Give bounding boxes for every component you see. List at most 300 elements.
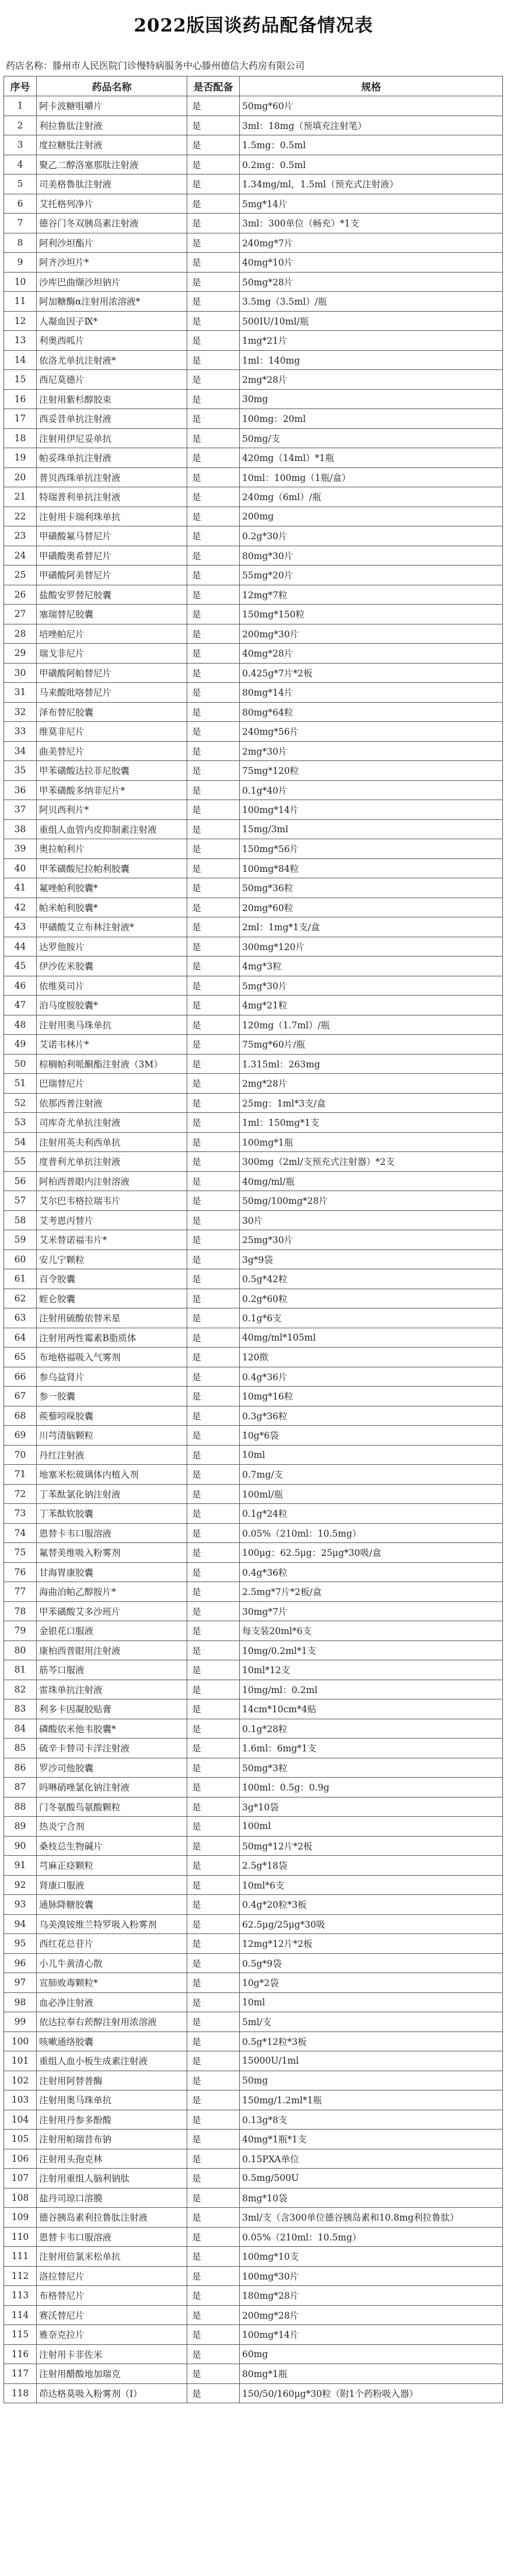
equipped-flag: 是 [187, 1895, 240, 1915]
row-number: 8 [4, 233, 37, 253]
row-number: 69 [4, 1426, 37, 1446]
row-number: 21 [4, 487, 37, 507]
equipped-flag: 是 [187, 683, 240, 703]
drug-spec: 50mg*60片 [240, 96, 503, 116]
drug-name: 德谷门冬双胰岛素注射液 [37, 214, 187, 233]
equipped-flag: 是 [187, 1152, 240, 1172]
equipped-flag: 是 [187, 214, 240, 233]
equipped-flag: 是 [187, 1680, 240, 1699]
equipped-flag: 是 [187, 1562, 240, 1582]
equipped-flag: 是 [187, 2286, 240, 2306]
row-number: 11 [4, 292, 37, 312]
drug-name: 丁苯酞软胶囊 [37, 1504, 187, 1524]
row-number: 2 [4, 116, 37, 135]
table-row [4, 2051, 503, 2071]
table-row [4, 487, 503, 507]
equipped-flag: 是 [187, 2227, 240, 2247]
drug-name: 西妥昔单抗注射液 [37, 409, 187, 429]
table-row [4, 546, 503, 566]
drug-name: 雅奈克拉片 [37, 2325, 187, 2345]
equipped-flag: 是 [187, 2012, 240, 2032]
drug-name: 帕妥珠单抗注射液 [37, 448, 187, 468]
row-number: 82 [4, 1680, 37, 1699]
drug-spec: 0.1g*28粒 [240, 1719, 503, 1739]
drug-spec: 100mg*30片 [240, 2266, 503, 2286]
drug-spec: 10ml [240, 1445, 503, 1465]
drug-spec: 3ml/支（含300单位德谷胰岛素和10.8mg利拉鲁肽） [240, 2208, 503, 2228]
equipped-flag: 是 [187, 2208, 240, 2228]
drug-spec: 40mg*28片 [240, 644, 503, 664]
row-number: 34 [4, 741, 37, 761]
drug-spec: 80mg*64粒 [240, 702, 503, 722]
drug-name: 重组人血小板生成素注射液 [37, 2051, 187, 2071]
drug-spec: 15mg/3ml [240, 819, 503, 839]
row-number: 79 [4, 1621, 37, 1641]
row-number: 56 [4, 1171, 37, 1191]
drug-name: 利拉鲁肽注射液 [37, 116, 187, 135]
drug-spec: 0.1g*24粒 [240, 1504, 503, 1524]
row-number: 51 [4, 1074, 37, 1094]
table-row [4, 448, 503, 468]
drug-spec: 40mg*1瓶*1支 [240, 2130, 503, 2149]
equipped-flag: 是 [187, 1015, 240, 1035]
header-equipped: 是否配备 [187, 76, 240, 96]
table-row [4, 1387, 503, 1406]
equipped-flag: 是 [187, 1465, 240, 1485]
drug-spec: 0.5g*12粒*3板 [240, 2032, 503, 2051]
equipped-flag: 是 [187, 155, 240, 174]
row-number: 109 [4, 2208, 37, 2228]
drug-spec: 0.2g*30片 [240, 526, 503, 546]
row-number: 90 [4, 1836, 37, 1856]
table-row [4, 1269, 503, 1289]
row-number: 27 [4, 605, 37, 624]
equipped-flag: 是 [187, 1797, 240, 1817]
row-number: 50 [4, 1054, 37, 1074]
table-row [4, 2383, 503, 2403]
drug-table [4, 76, 503, 2403]
drug-spec: 240mg*7片 [240, 233, 503, 253]
row-number: 39 [4, 839, 37, 859]
drug-name: 注射用奥马珠单抗 [37, 1015, 187, 1035]
table-row [4, 898, 503, 917]
table-row [4, 1992, 503, 2012]
drug-spec: 2ml：1mg*1支/盒 [240, 917, 503, 937]
table-row [4, 1914, 503, 1934]
table-row [4, 1934, 503, 1954]
row-number: 44 [4, 937, 37, 957]
drug-spec: 40mg*10片 [240, 253, 503, 273]
drug-name: 茚达格莫吸入粉雾剂（Ⅰ） [37, 2383, 187, 2403]
pharmacy-value: 滕州市人民医院门诊慢特病服务中心滕州德信大药房有限公司 [53, 60, 305, 71]
drug-spec: 10mg*16粒 [240, 1387, 503, 1406]
table-row [4, 2149, 503, 2169]
drug-name: 川芎清脑颗粒 [37, 1426, 187, 1446]
row-number: 31 [4, 683, 37, 703]
drug-name: 利多卡因凝胶贴膏 [37, 1699, 187, 1719]
table-row [4, 428, 503, 448]
table-row [4, 174, 503, 194]
row-number: 54 [4, 1132, 37, 1152]
drug-spec: 100mg*84粒 [240, 858, 503, 878]
table-row [4, 2130, 503, 2149]
drug-spec: 10ml [240, 1992, 503, 2012]
row-number: 94 [4, 1914, 37, 1934]
drug-name: 恩替卡韦口服溶液 [37, 2227, 187, 2247]
table-row [4, 292, 503, 312]
drug-name: 康柏西普眼用注射液 [37, 1640, 187, 1660]
drug-spec: 2mg*28片 [240, 1074, 503, 1094]
drug-name: 小儿牛黄清心散 [37, 1953, 187, 1973]
header-spec: 规格 [240, 76, 503, 96]
drug-name: 普贝西珠单抗注射液 [37, 467, 187, 487]
table-row [4, 2305, 503, 2325]
drug-name: 罗沙司他胶囊 [37, 1758, 187, 1778]
equipped-flag: 是 [187, 1582, 240, 1602]
table-row [4, 683, 503, 703]
table-row [4, 1640, 503, 1660]
drug-name: 司美格鲁肽注射液 [37, 174, 187, 194]
table-row [4, 370, 503, 390]
equipped-flag: 是 [187, 467, 240, 487]
table-row [4, 1523, 503, 1543]
row-number: 102 [4, 2071, 37, 2090]
drug-name: 恩替卡韦口服溶液 [37, 1523, 187, 1543]
row-number: 47 [4, 996, 37, 1015]
drug-spec: 3.5mg（3.5ml）/瓶 [240, 292, 503, 312]
drug-spec: 240mg*56片 [240, 722, 503, 742]
table-row [4, 1132, 503, 1152]
equipped-flag: 是 [187, 331, 240, 351]
table-row [4, 526, 503, 546]
table-row [4, 1152, 503, 1172]
equipped-flag: 是 [187, 2051, 240, 2071]
row-number: 62 [4, 1289, 37, 1308]
drug-name: 甲苯磺酸艾多沙班片 [37, 1601, 187, 1621]
row-number: 110 [4, 2227, 37, 2247]
row-number: 53 [4, 1113, 37, 1133]
row-number: 55 [4, 1152, 37, 1172]
equipped-flag: 是 [187, 898, 240, 917]
drug-spec: 0.4g*36片 [240, 1367, 503, 1387]
drug-name: 肾康口服液 [37, 1875, 187, 1895]
equipped-flag: 是 [187, 2325, 240, 2345]
drug-spec: 10g*2袋 [240, 1973, 503, 1993]
row-number: 46 [4, 976, 37, 996]
drug-name: 桑枝总生物碱片 [37, 1836, 187, 1856]
table-row [4, 1797, 503, 1817]
drug-spec: 62.5μg/25μg*30吸 [240, 1914, 503, 1934]
drug-spec: 5mg*30片 [240, 976, 503, 996]
equipped-flag: 是 [187, 800, 240, 820]
equipped-flag: 是 [187, 1856, 240, 1876]
equipped-flag: 是 [187, 585, 240, 605]
row-number: 116 [4, 2344, 37, 2364]
table-row [4, 1465, 503, 1485]
row-number: 95 [4, 1934, 37, 1954]
row-number: 23 [4, 526, 37, 546]
drug-name: 注射用倍氯米松单抗 [37, 2247, 187, 2267]
drug-spec: 0.1g*40片 [240, 780, 503, 800]
page-title: 2022版国谈药品配备情况表 [134, 15, 373, 36]
equipped-flag: 是 [187, 644, 240, 664]
row-number: 20 [4, 467, 37, 487]
equipped-flag: 是 [187, 1328, 240, 1348]
equipped-flag: 是 [187, 507, 240, 526]
row-number: 117 [4, 2364, 37, 2384]
drug-name: 艾诺韦林片* [37, 1035, 187, 1055]
drug-spec: 0.5g*9袋 [240, 1953, 503, 1973]
drug-spec: 0.5g*42粒 [240, 1269, 503, 1289]
drug-spec: 5ml/支 [240, 2012, 503, 2032]
header-no: 序号 [4, 76, 37, 96]
drug-name: 注射用帕瑞昔布钠 [37, 2130, 187, 2149]
table-row [4, 2325, 503, 2345]
row-number: 96 [4, 1953, 37, 1973]
drug-spec: 100mg*10支 [240, 2247, 503, 2267]
drug-name: 赛沃替尼片 [37, 2305, 187, 2325]
row-number: 37 [4, 800, 37, 820]
drug-spec: 20mg*60粒 [240, 898, 503, 917]
drug-name: 帕米帕利胶囊* [37, 898, 187, 917]
table-row [4, 1210, 503, 1230]
drug-name: 人凝血因子Ⅸ* [37, 311, 187, 331]
row-number: 25 [4, 566, 37, 585]
table-row [4, 1778, 503, 1797]
table-row [4, 194, 503, 214]
drug-spec: 0.7mg/支 [240, 1465, 503, 1485]
drug-name: 巴瑞替尼片 [37, 1074, 187, 1094]
table-row [4, 1699, 503, 1719]
table-row [4, 467, 503, 487]
drug-spec: 12mg*7粒 [240, 585, 503, 605]
table-row [4, 2266, 503, 2286]
pharmacy-label: 药店名称： [6, 60, 53, 71]
table-row [4, 1308, 503, 1328]
row-number: 18 [4, 428, 37, 448]
drug-name: 芎麻正痉颗粒 [37, 1856, 187, 1876]
table-row [4, 1817, 503, 1837]
drug-spec: 0.425g*7片*2板 [240, 663, 503, 683]
drug-spec: 100μg：62.5μg：25μg*30吸/盒 [240, 1543, 503, 1563]
table-row [4, 1484, 503, 1504]
table-row [4, 2090, 503, 2110]
equipped-flag: 是 [187, 1054, 240, 1074]
drug-spec: 30片 [240, 1210, 503, 1230]
equipped-flag: 是 [187, 272, 240, 292]
row-number: 52 [4, 1093, 37, 1113]
drug-name: 注射用醋酸地加瑞克 [37, 2364, 187, 2384]
equipped-flag: 是 [187, 1621, 240, 1641]
equipped-flag: 是 [187, 957, 240, 976]
drug-name: 阿贝西利片* [37, 800, 187, 820]
drug-name: 参一胶囊 [37, 1387, 187, 1406]
drug-name: 甲苯磺酸尼拉帕利胶囊 [37, 858, 187, 878]
drug-name: 马来酸吡咯替尼片 [37, 683, 187, 703]
table-row [4, 2012, 503, 2032]
equipped-flag: 是 [187, 566, 240, 585]
drug-name: 依洛尤单抗注射液* [37, 350, 187, 370]
row-number: 67 [4, 1387, 37, 1406]
drug-spec: 12mg*12片*2板 [240, 1934, 503, 1954]
drug-name: 注射用伊尼妥单抗 [37, 428, 187, 448]
row-number: 91 [4, 1856, 37, 1876]
drug-name: 甲磺酸阿帕替尼片 [37, 663, 187, 683]
table-row [4, 1719, 503, 1739]
table-row [4, 2208, 503, 2228]
equipped-flag: 是 [187, 1640, 240, 1660]
row-number: 42 [4, 898, 37, 917]
table-row [4, 1348, 503, 1367]
equipped-flag: 是 [187, 1504, 240, 1524]
row-number: 98 [4, 1992, 37, 2012]
row-number: 113 [4, 2286, 37, 2306]
drug-name: 塞瑞替尼胶囊 [37, 605, 187, 624]
table-row [4, 1093, 503, 1113]
drug-spec: 30mg [240, 389, 503, 409]
row-number: 16 [4, 389, 37, 409]
drug-spec: 14cm*10cm*4贴 [240, 1699, 503, 1719]
drug-spec: 10ml*6支 [240, 1875, 503, 1895]
equipped-flag: 是 [187, 1953, 240, 1973]
drug-name: 丹红注射液 [37, 1445, 187, 1465]
table-row [4, 331, 503, 351]
equipped-flag: 是 [187, 819, 240, 839]
drug-spec: 0.05%（210ml：10.5mg） [240, 2227, 503, 2247]
equipped-flag: 是 [187, 389, 240, 409]
row-number: 75 [4, 1543, 37, 1563]
row-number: 3 [4, 135, 37, 155]
table-row [4, 214, 503, 233]
drug-name: 甲磺酸奥希替尼片 [37, 546, 187, 566]
equipped-flag: 是 [187, 1210, 240, 1230]
row-number: 65 [4, 1348, 37, 1367]
row-number: 80 [4, 1640, 37, 1660]
equipped-flag: 是 [187, 1778, 240, 1797]
equipped-flag: 是 [187, 1406, 240, 1426]
equipped-flag: 是 [187, 2032, 240, 2051]
table-row [4, 1562, 503, 1582]
drug-spec: 55mg*20片 [240, 566, 503, 585]
row-number: 101 [4, 2051, 37, 2071]
equipped-flag: 是 [187, 1230, 240, 1250]
row-number: 88 [4, 1797, 37, 1817]
drug-spec: 150mg*150粒 [240, 605, 503, 624]
drug-name: 蛭仑胶囊 [37, 1289, 187, 1308]
table-row [4, 389, 503, 409]
table-row [4, 2110, 503, 2130]
table-row [4, 2169, 503, 2188]
drug-spec: 25mg*30片 [240, 1230, 503, 1250]
drug-name: 甲磺酸氟马替尼片 [37, 526, 187, 546]
row-number: 106 [4, 2149, 37, 2169]
table-row [4, 1249, 503, 1269]
row-number: 73 [4, 1504, 37, 1524]
pharmacy-name [6, 58, 305, 72]
table-row [4, 1758, 503, 1778]
drug-name: 安儿宁颗粒 [37, 1249, 187, 1269]
drug-spec: 1.315ml：263mg [240, 1054, 503, 1074]
equipped-flag: 是 [187, 2090, 240, 2110]
drug-spec: 80mg*30片 [240, 546, 503, 566]
drug-spec: 0.5mg/500U [240, 2169, 503, 2188]
drug-name: 重组人血管内皮抑制素注射液 [37, 819, 187, 839]
row-number: 17 [4, 409, 37, 429]
equipped-flag: 是 [187, 116, 240, 135]
equipped-flag: 是 [187, 722, 240, 742]
drug-spec: 1ml：140mg [240, 350, 503, 370]
drug-name: 门冬氨酸鸟氨酸颗粒 [37, 1797, 187, 1817]
drug-spec: 200mg*30片 [240, 624, 503, 644]
drug-name: 沙库巴曲缬沙坦钠片 [37, 272, 187, 292]
table-row [4, 780, 503, 800]
drug-spec: 0.1g*6支 [240, 1308, 503, 1328]
drug-spec: 10ml：100mg（1瓶/盒） [240, 467, 503, 487]
drug-name: 参乌益肾片 [37, 1367, 187, 1387]
row-number: 22 [4, 507, 37, 526]
row-number: 81 [4, 1660, 37, 1680]
equipped-flag: 是 [187, 1269, 240, 1289]
drug-name: 洛拉替尼片 [37, 2266, 187, 2286]
table-row [4, 585, 503, 605]
drug-name: 阿柏西普眼内注射溶液 [37, 1171, 187, 1191]
table-row [4, 2364, 503, 2384]
row-number: 41 [4, 878, 37, 898]
row-number: 61 [4, 1269, 37, 1289]
row-number: 84 [4, 1719, 37, 1739]
row-number: 97 [4, 1973, 37, 1993]
row-number: 35 [4, 761, 37, 781]
equipped-flag: 是 [187, 1817, 240, 1837]
row-number: 15 [4, 370, 37, 390]
table-row [4, 1621, 503, 1641]
drug-spec: 0.4g*36粒 [240, 1562, 503, 1582]
row-number: 107 [4, 2169, 37, 2188]
drug-name: 度拉糖肽注射液 [37, 135, 187, 155]
drug-name: 注射用阿替普酶 [37, 2071, 187, 2090]
table-row [4, 1660, 503, 1680]
row-number: 83 [4, 1699, 37, 1719]
drug-spec: 75mg*120粒 [240, 761, 503, 781]
drug-name: 丁苯酞氯化钠注射液 [37, 1484, 187, 1504]
drug-spec: 150/50/160μg*30粒（附1个药粉吸入器） [240, 2383, 503, 2403]
equipped-flag: 是 [187, 1758, 240, 1778]
table-row [4, 839, 503, 859]
equipped-flag: 是 [187, 1426, 240, 1446]
row-number: 12 [4, 311, 37, 331]
equipped-flag: 是 [187, 1387, 240, 1406]
table-row [4, 663, 503, 683]
equipped-flag: 是 [187, 2383, 240, 2403]
drug-name: 热炎宁合剂 [37, 1817, 187, 1837]
table-row [4, 1054, 503, 1074]
drug-name: 咳嗽通络胶囊 [37, 2032, 187, 2051]
drug-name: 阿卡波糖咀嚼片 [37, 96, 187, 116]
drug-spec: 500IU/10ml/瓶 [240, 311, 503, 331]
equipped-flag: 是 [187, 996, 240, 1015]
row-number: 36 [4, 780, 37, 800]
drug-name: 氟唑帕利胶囊* [37, 878, 187, 898]
table-row [4, 311, 503, 331]
drug-spec: 100mg：20ml [240, 409, 503, 429]
row-number: 99 [4, 2012, 37, 2032]
drug-spec: 10mg/0.2ml*1支 [240, 1640, 503, 1660]
equipped-flag: 是 [187, 1836, 240, 1856]
drug-spec: 100ml [240, 1817, 503, 1837]
drug-name: 宣肺败毒颗粒* [37, 1973, 187, 1993]
drug-spec: 300mg*120片 [240, 937, 503, 957]
drug-name: 注射用硫酸依替米星 [37, 1308, 187, 1328]
